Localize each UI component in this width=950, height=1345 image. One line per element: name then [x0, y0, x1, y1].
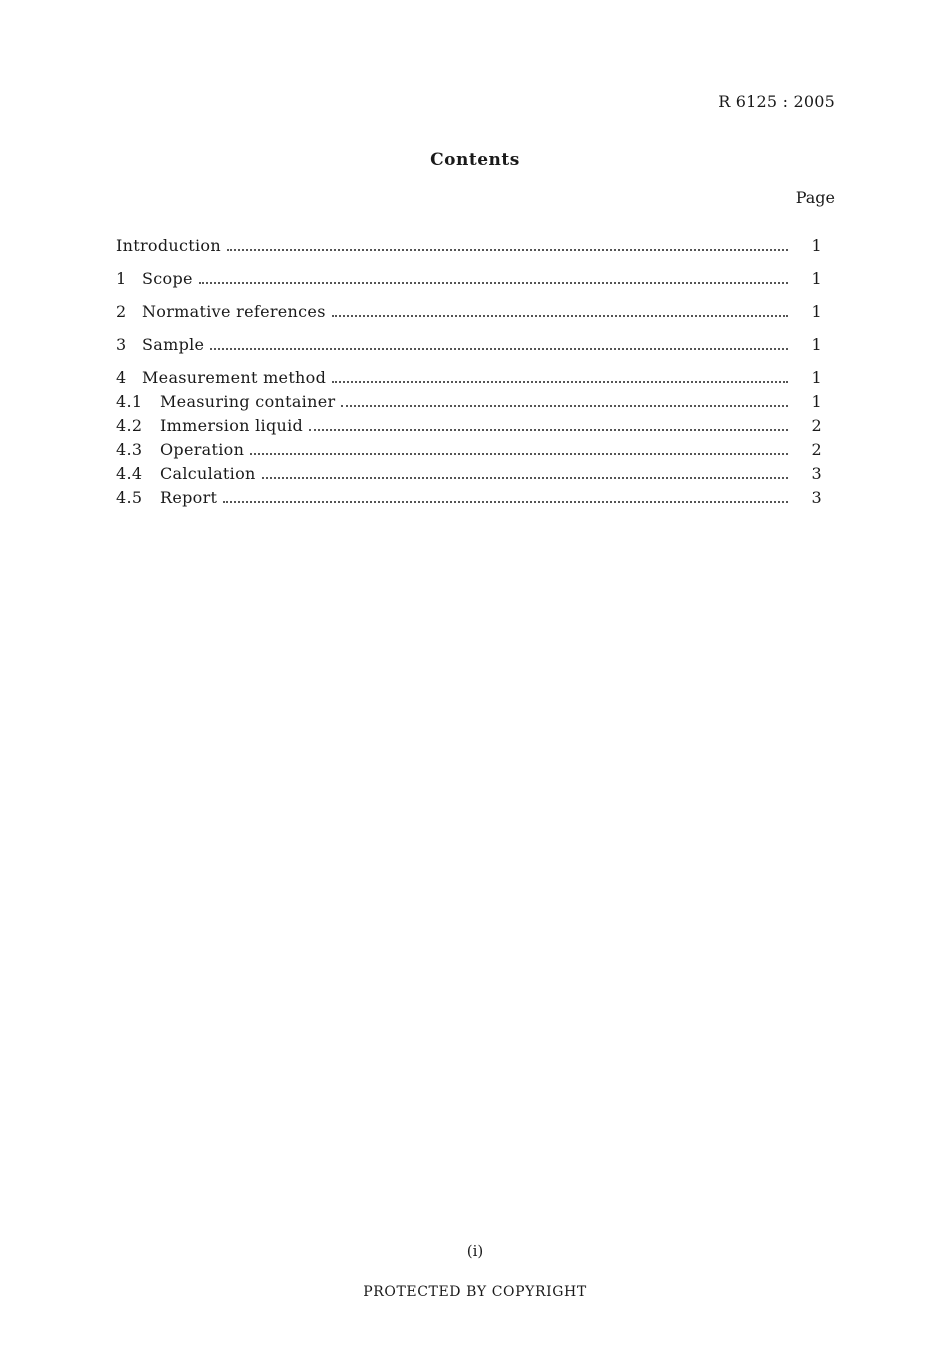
toc-entry-number: 4.3 [116, 440, 143, 459]
toc-entry-number: 4 [116, 368, 127, 387]
toc-entry-page: 2 [811, 440, 822, 459]
dot-leader [210, 348, 788, 350]
page-title: Contents [430, 150, 520, 170]
toc-entry-page: 1 [811, 335, 822, 354]
toc-entry-title: Normative references [142, 302, 326, 321]
page-folio: (i) [466, 1242, 484, 1260]
toc-entry-title: Operation [160, 440, 245, 459]
toc-entry-title: Scope [142, 269, 193, 288]
toc-entry-operation[interactable] [116, 440, 822, 464]
toc-entry-immersion-liquid[interactable] [116, 416, 822, 440]
toc-entry-page: 3 [811, 488, 822, 507]
toc-entry-report[interactable] [116, 488, 822, 512]
toc-entry-normative-references[interactable] [116, 302, 822, 326]
toc-entry-number: 2 [116, 302, 127, 321]
dot-leader [332, 315, 788, 317]
dot-leader [199, 282, 788, 284]
toc-entry-title: Measuring container [160, 392, 336, 411]
toc-entry-page: 1 [811, 368, 822, 387]
dot-leader [309, 429, 788, 431]
dot-leader [341, 405, 788, 407]
dot-leader [227, 249, 788, 251]
document-number: R 6125 : 2005 [718, 92, 835, 111]
toc-entry-title: Introduction [116, 236, 221, 255]
dot-leader [250, 453, 788, 455]
toc-entry-page: 1 [811, 269, 822, 288]
toc-entry-measurement-method[interactable] [116, 368, 822, 392]
toc-entry-number: 1 [116, 269, 127, 288]
toc-entry-page: 1 [811, 392, 822, 411]
table-of-contents [116, 236, 822, 512]
toc-entry-measuring-container[interactable] [116, 392, 822, 416]
toc-entry-title: Immersion liquid [160, 416, 304, 435]
toc-entry-sample[interactable] [116, 335, 822, 359]
toc-entry-number: 4.5 [116, 488, 143, 507]
toc-entry-number: 3 [116, 335, 127, 354]
toc-entry-number: 4.1 [116, 392, 143, 411]
toc-entry-page: 3 [811, 464, 822, 483]
toc-entry-scope[interactable] [116, 269, 822, 293]
copyright-footer: PROTECTED BY COPYRIGHT [363, 1284, 587, 1300]
toc-entry-title: Measurement method [142, 368, 327, 387]
toc-entry-calculation[interactable] [116, 464, 822, 488]
dot-leader [262, 477, 788, 479]
toc-entry-number: 4.2 [116, 416, 143, 435]
toc-entry-title: Report [160, 488, 218, 507]
toc-entry-number: 4.4 [116, 464, 143, 483]
toc-entry-title: Calculation [160, 464, 256, 483]
page-column-label: Page [795, 188, 835, 207]
toc-entry-title: Sample [142, 335, 205, 354]
toc-entry-introduction[interactable] [116, 236, 822, 260]
toc-entry-page: 1 [811, 236, 822, 255]
dot-leader [332, 381, 788, 383]
toc-entry-page: 1 [811, 302, 822, 321]
toc-entry-page: 2 [811, 416, 822, 435]
dot-leader [223, 501, 788, 503]
